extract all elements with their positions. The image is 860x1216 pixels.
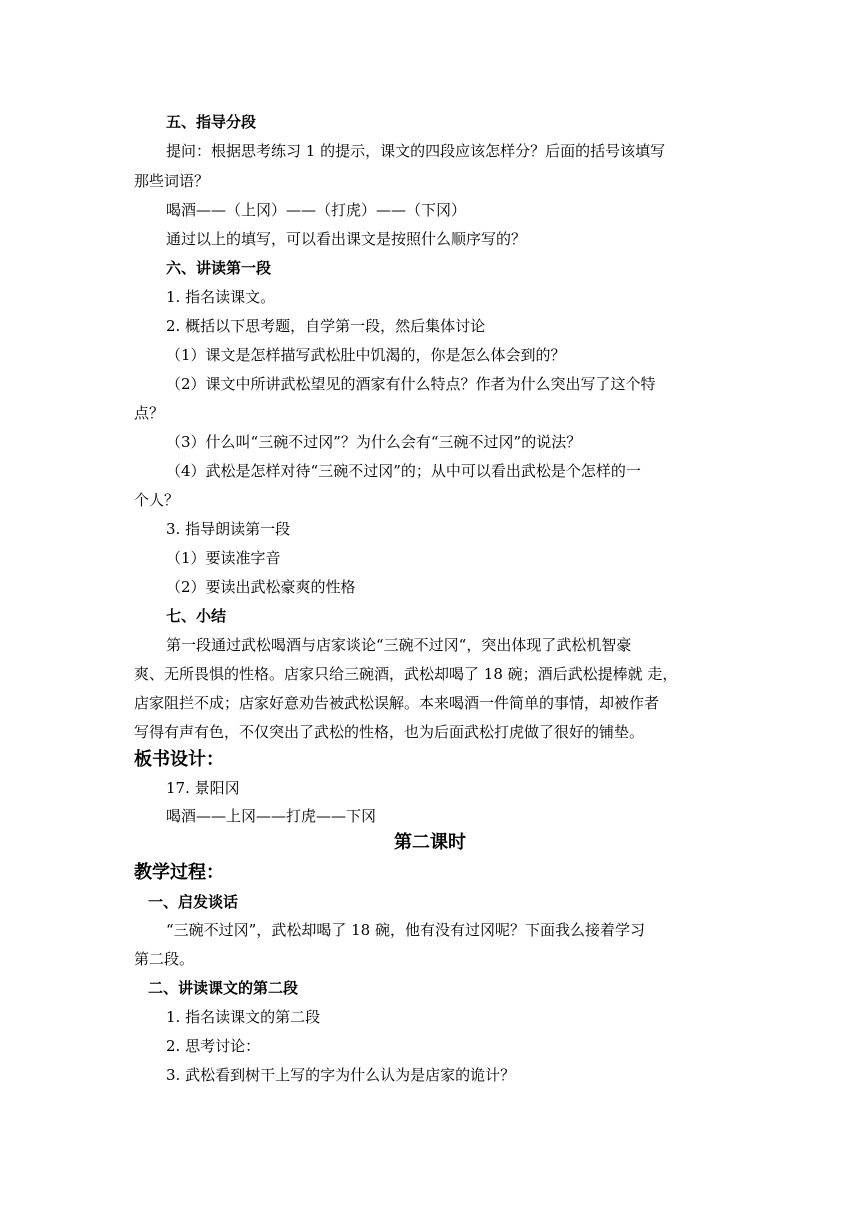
part-1-heading: 一、启发谈话 [148, 893, 239, 911]
part-2-heading: 二、讲读课文的第二段 [148, 979, 299, 997]
s6-reading-2: （2）要读出武松豪爽的性格 [166, 578, 356, 596]
s5-question2: 通过以上的填写，可以看出课文是按照什么顺序写的？ [166, 230, 527, 248]
part-2-item-2: 2. 思考讨论： [166, 1037, 261, 1055]
part-1-line1: “三碗不过冈”，武松却喝了 18 碗，他有没有过冈呢？下面我么接着学习 [166, 921, 645, 939]
s5-question-line2: 那些词语？ [134, 172, 210, 190]
s6-item-3: 3. 指导朗读第一段 [166, 520, 291, 538]
s6-question-4-line1: （4）武松是怎样对待“三碗不过冈”的；从中可以看出武松是个怎样的一 [166, 462, 641, 480]
s7-paragraph-line2: 爽、无所畏惧的性格。店家只给三碗酒，武松却喝了 18 碗；酒后武松提棒就 走， [134, 665, 678, 683]
s6-question-1: （1）课文是怎样描写武松肚中饥渴的，你是怎么体会到的？ [166, 346, 566, 364]
board-design-heading: 板书设计： [134, 749, 224, 770]
section-6-heading: 六、讲读第一段 [166, 259, 272, 277]
s6-question-3: （3）什么叫“三碗不过冈”？为什么会有“三碗不过冈”的说法？ [166, 433, 582, 451]
s6-item-2: 2. 概括以下思考题，自学第一段，然后集体讨论 [166, 317, 486, 335]
s5-question-line1: 提问：根据思考练习 1 的提示，课文的四段应该怎样分？后面的括号该填写 [166, 142, 666, 160]
s7-paragraph-line1: 第一段通过武松喝酒与店家谈论“三碗不过冈“，突出体现了武松机智豪 [166, 636, 632, 654]
s7-paragraph-line4: 写得有声有色，不仅突出了武松的性格，也为后面武松打虎做了很好的铺垫。 [134, 723, 645, 741]
part-2-item-1: 1. 指名读课文的第二段 [166, 1008, 321, 1026]
s6-question-2-line2: 点？ [134, 404, 165, 422]
s6-question-4-line2: 个人？ [134, 491, 180, 509]
s6-reading-1: （1）要读准字音 [166, 549, 281, 567]
board-flow: 喝酒——上冈——打虎——下冈 [166, 807, 377, 825]
part-1-line2: 第二段。 [134, 950, 195, 968]
section-5-heading: 五、指导分段 [166, 113, 257, 131]
teaching-process-heading: 教学过程： [134, 862, 224, 883]
s6-item-1: 1. 指名读课文。 [166, 288, 276, 306]
s7-paragraph-line3: 店家阻拦不成；店家好意劝告被武松误解。本来喝酒一件简单的事情，却被作者 [134, 694, 660, 712]
lesson-2-title: 第二课时 [394, 832, 466, 853]
part-2-item-3: 3. 武松看到树干上写的字为什么认为是店家的诡计？ [166, 1066, 516, 1084]
s5-answer: 喝酒——（上冈）——（打虎）——（下冈） [166, 201, 467, 219]
board-title: 17. 景阳冈 [166, 779, 240, 797]
s6-question-2-line1: （2）课文中所讲武松望见的酒家有什么特点？作者为什么突出写了这个特 [166, 375, 656, 393]
section-7-heading: 七、小结 [166, 607, 227, 625]
